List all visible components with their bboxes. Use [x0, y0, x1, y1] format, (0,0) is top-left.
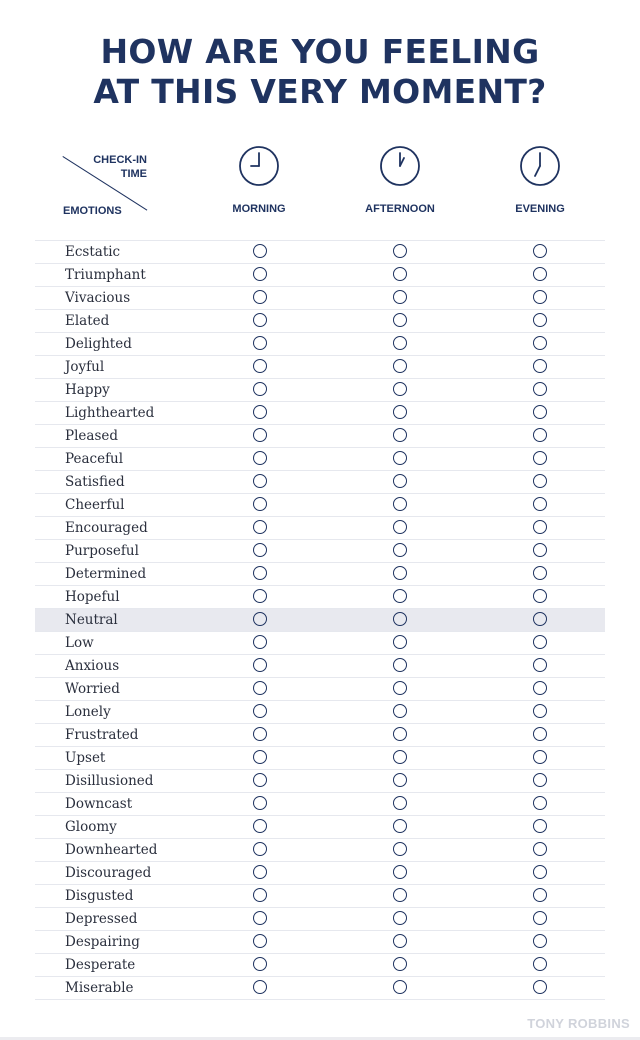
morning-radio[interactable] — [253, 520, 267, 534]
morning-radio[interactable] — [253, 980, 267, 994]
afternoon-radio[interactable] — [393, 934, 407, 948]
column-label-afternoon: AFTERNOON — [365, 203, 435, 215]
evening-radio[interactable] — [533, 980, 547, 994]
evening-radio[interactable] — [533, 819, 547, 833]
column-label-morning: MORNING — [232, 203, 286, 215]
evening-radio[interactable] — [533, 888, 547, 902]
evening-radio[interactable] — [533, 727, 547, 741]
evening-radio[interactable] — [533, 405, 547, 419]
table-row — [35, 884, 605, 907]
afternoon-radio[interactable] — [393, 451, 407, 465]
afternoon-radio[interactable] — [393, 796, 407, 810]
page-title — [0, 32, 640, 112]
afternoon-radio[interactable] — [393, 313, 407, 327]
emotion-label: Frustrated — [65, 727, 139, 743]
evening-radio[interactable] — [533, 244, 547, 258]
table-row — [35, 815, 605, 838]
morning-radio[interactable] — [253, 290, 267, 304]
table-row — [35, 838, 605, 861]
check-in-time-label — [93, 153, 147, 181]
emotion-label: Ecstatic — [65, 244, 121, 260]
morning-radio[interactable] — [253, 888, 267, 902]
emotion-label: Pleased — [65, 428, 118, 444]
afternoon-radio[interactable] — [393, 359, 407, 373]
emotion-label: Cheerful — [65, 497, 125, 513]
emotion-label: Gloomy — [65, 819, 117, 835]
morning-radio[interactable] — [253, 819, 267, 833]
table-row — [35, 424, 605, 447]
evening-radio[interactable] — [533, 865, 547, 879]
afternoon-radio[interactable] — [393, 520, 407, 534]
morning-radio[interactable] — [253, 704, 267, 718]
afternoon-radio[interactable] — [393, 980, 407, 994]
column-label-evening: EVENING — [515, 203, 565, 215]
watermark: TONY ROBBINS — [527, 1016, 630, 1031]
morning-radio[interactable] — [253, 658, 267, 672]
table-row — [35, 907, 605, 930]
table-row — [35, 976, 605, 1000]
afternoon-radio[interactable] — [393, 566, 407, 580]
table-row — [35, 240, 605, 263]
table-row — [35, 286, 605, 309]
evening-radio[interactable] — [533, 290, 547, 304]
morning-radio[interactable] — [253, 635, 267, 649]
morning-radio[interactable] — [253, 336, 267, 350]
morning-radio[interactable] — [253, 727, 267, 741]
clock-icon — [519, 145, 561, 187]
afternoon-radio[interactable] — [393, 773, 407, 787]
table-row — [35, 792, 605, 815]
morning-radio[interactable] — [253, 451, 267, 465]
emotion-label: Hopeful — [65, 589, 120, 605]
morning-radio[interactable] — [253, 796, 267, 810]
clock-icon — [238, 145, 280, 187]
table-row — [35, 861, 605, 884]
evening-radio[interactable] — [533, 934, 547, 948]
emotion-label: Satisfied — [65, 474, 125, 490]
evening-radio[interactable] — [533, 474, 547, 488]
emotion-label: Encouraged — [65, 520, 148, 536]
morning-radio[interactable] — [253, 497, 267, 511]
emotion-label: Low — [65, 635, 94, 651]
table-row — [35, 769, 605, 792]
emotion-label: Neutral — [65, 612, 118, 628]
morning-radio[interactable] — [253, 750, 267, 764]
morning-radio[interactable] — [253, 865, 267, 879]
afternoon-radio[interactable] — [393, 865, 407, 879]
table-row — [35, 355, 605, 378]
table-row — [35, 263, 605, 286]
evening-radio[interactable] — [533, 497, 547, 511]
evening-radio[interactable] — [533, 336, 547, 350]
evening-radio[interactable] — [533, 773, 547, 787]
table-row — [35, 401, 605, 424]
check-in-line-2: TIME — [120, 168, 147, 180]
evening-radio[interactable] — [533, 750, 547, 764]
afternoon-radio[interactable] — [393, 290, 407, 304]
evening-radio[interactable] — [533, 658, 547, 672]
emotion-label: Upset — [65, 750, 106, 766]
emotion-label: Purposeful — [65, 543, 139, 559]
emotion-label: Joyful — [65, 359, 105, 375]
morning-radio[interactable] — [253, 612, 267, 626]
table-row — [35, 608, 605, 631]
afternoon-radio[interactable] — [393, 428, 407, 442]
table-row — [35, 953, 605, 976]
afternoon-radio[interactable] — [393, 497, 407, 511]
emotion-label: Vivacious — [65, 290, 131, 306]
morning-radio[interactable] — [253, 566, 267, 580]
afternoon-radio[interactable] — [393, 267, 407, 281]
afternoon-radio[interactable] — [393, 405, 407, 419]
morning-radio[interactable] — [253, 543, 267, 557]
afternoon-radio[interactable] — [393, 819, 407, 833]
afternoon-radio[interactable] — [393, 589, 407, 603]
emotion-label: Lonely — [65, 704, 111, 720]
afternoon-radio[interactable] — [393, 727, 407, 741]
morning-radio[interactable] — [253, 267, 267, 281]
afternoon-radio[interactable] — [393, 911, 407, 925]
morning-radio[interactable] — [253, 382, 267, 396]
table-row — [35, 700, 605, 723]
emotion-label: Lighthearted — [65, 405, 155, 421]
afternoon-radio[interactable] — [393, 474, 407, 488]
column-header-afternoon — [340, 145, 460, 215]
afternoon-radio[interactable] — [393, 244, 407, 258]
afternoon-radio[interactable] — [393, 336, 407, 350]
table-row — [35, 562, 605, 585]
emotion-label: Anxious — [65, 658, 120, 674]
emotion-label: Desperate — [65, 957, 136, 973]
evening-radio[interactable] — [533, 796, 547, 810]
emotion-label: Disgusted — [65, 888, 134, 904]
afternoon-radio[interactable] — [393, 635, 407, 649]
table-row — [35, 447, 605, 470]
morning-radio[interactable] — [253, 313, 267, 327]
table-row — [35, 332, 605, 355]
emotion-table — [35, 240, 605, 1000]
evening-radio[interactable] — [533, 382, 547, 396]
evening-radio[interactable] — [533, 543, 547, 557]
title-line-2: AT THIS VERY MOMENT? — [93, 72, 547, 111]
table-row — [35, 930, 605, 953]
title-line-1: HOW ARE YOU FEELING — [100, 32, 540, 71]
morning-radio[interactable] — [253, 405, 267, 419]
afternoon-radio[interactable] — [393, 658, 407, 672]
column-header-morning — [199, 145, 319, 215]
emotion-label: Downcast — [65, 796, 133, 812]
evening-radio[interactable] — [533, 704, 547, 718]
afternoon-radio[interactable] — [393, 681, 407, 695]
afternoon-radio[interactable] — [393, 888, 407, 902]
clock-icon — [379, 145, 421, 187]
evening-radio[interactable] — [533, 428, 547, 442]
evening-radio[interactable] — [533, 520, 547, 534]
table-row — [35, 746, 605, 769]
table-row — [35, 585, 605, 608]
morning-radio[interactable] — [253, 589, 267, 603]
evening-radio[interactable] — [533, 635, 547, 649]
emotion-label: Discouraged — [65, 865, 152, 881]
morning-radio[interactable] — [253, 474, 267, 488]
evening-radio[interactable] — [533, 911, 547, 925]
evening-radio[interactable] — [533, 842, 547, 856]
morning-radio[interactable] — [253, 911, 267, 925]
table-row — [35, 654, 605, 677]
afternoon-radio[interactable] — [393, 704, 407, 718]
morning-radio[interactable] — [253, 773, 267, 787]
table-row — [35, 677, 605, 700]
emotion-label: Delighted — [65, 336, 132, 352]
afternoon-radio[interactable] — [393, 750, 407, 764]
emotion-label: Miserable — [65, 980, 134, 996]
evening-radio[interactable] — [533, 566, 547, 580]
emotion-label: Determined — [65, 566, 147, 582]
afternoon-radio[interactable] — [393, 957, 407, 971]
emotions-label: EMOTIONS — [63, 205, 122, 217]
morning-radio[interactable] — [253, 244, 267, 258]
table-row — [35, 539, 605, 562]
evening-radio[interactable] — [533, 313, 547, 327]
column-header-evening — [480, 145, 600, 215]
afternoon-radio[interactable] — [393, 382, 407, 396]
evening-radio[interactable] — [533, 267, 547, 281]
emotion-label: Worried — [65, 681, 120, 697]
table-row — [35, 493, 605, 516]
evening-radio[interactable] — [533, 612, 547, 626]
evening-radio[interactable] — [533, 957, 547, 971]
table-row — [35, 470, 605, 493]
emotion-label: Elated — [65, 313, 110, 329]
emotion-label: Disillusioned — [65, 773, 154, 789]
emotion-label: Peaceful — [65, 451, 124, 467]
evening-radio[interactable] — [533, 451, 547, 465]
morning-radio[interactable] — [253, 842, 267, 856]
emotion-label: Happy — [65, 382, 110, 398]
table-row — [35, 378, 605, 401]
table-row — [35, 723, 605, 746]
table-row — [35, 309, 605, 332]
table-row — [35, 516, 605, 539]
morning-radio[interactable] — [253, 428, 267, 442]
emotion-label: Despairing — [65, 934, 140, 950]
morning-radio[interactable] — [253, 934, 267, 948]
emotion-label: Downhearted — [65, 842, 158, 858]
afternoon-radio[interactable] — [393, 612, 407, 626]
evening-radio[interactable] — [533, 359, 547, 373]
table-row — [35, 631, 605, 654]
afternoon-radio[interactable] — [393, 842, 407, 856]
evening-radio[interactable] — [533, 681, 547, 695]
morning-radio[interactable] — [253, 359, 267, 373]
evening-radio[interactable] — [533, 589, 547, 603]
check-in-line-1: CHECK-IN — [93, 154, 147, 166]
morning-radio[interactable] — [253, 957, 267, 971]
afternoon-radio[interactable] — [393, 543, 407, 557]
emotion-label: Depressed — [65, 911, 138, 927]
emotion-label: Triumphant — [65, 267, 146, 283]
morning-radio[interactable] — [253, 681, 267, 695]
